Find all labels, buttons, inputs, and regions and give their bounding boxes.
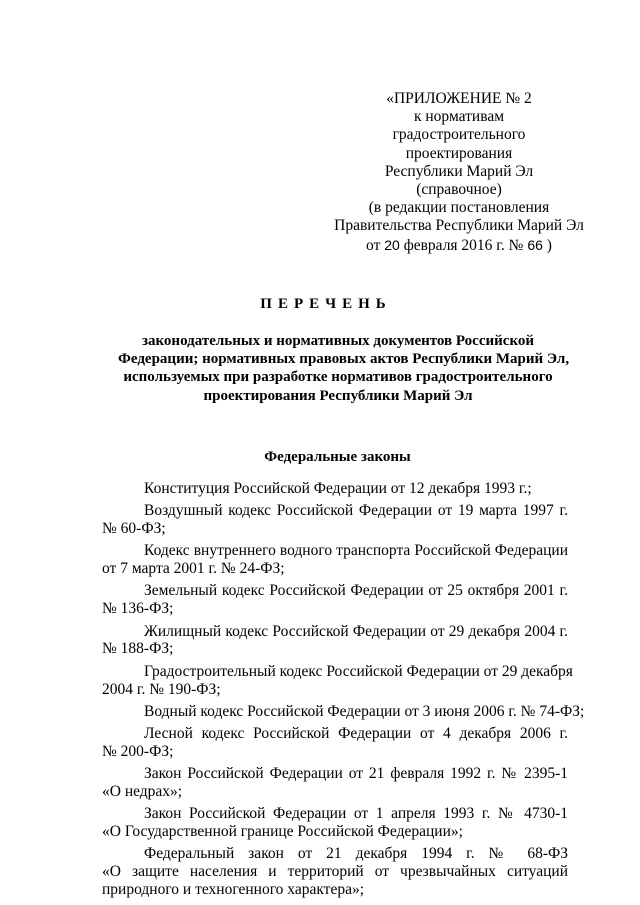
appendix-header [318,90,600,255]
subtitle-line: законодательных и нормативных документов Российской [141,333,535,349]
law-text-line: № 188-ФЗ; [102,640,174,658]
law-text-line: от 7 марта 2001 г. № 24-ФЗ; [102,560,285,578]
section-heading: Федеральные законы [264,449,411,465]
law-text-line: Закон Российской Федерации от 21 февраля 1992 г. № 2395-1 [144,765,568,783]
law-item [102,702,585,721]
law-text-line: Кодекс внутреннего водного транспорта Российской Федерации [144,542,568,560]
law-text-line: Конституция Российской Федерации от 12 декабря 1993 г.; [144,480,532,497]
law-item [102,765,568,801]
laws-list [102,480,585,903]
law-text-line: № 200-ФЗ; [102,742,174,760]
document-subtitle [118,332,570,405]
appendix-line: градостроительного [392,126,526,144]
law-text-line: «О защите населения и территорий от чрезвычайных ситуаций [102,863,568,881]
subtitle-line: используемых при разработке нормативов градостроительного [123,369,553,386]
law-item [102,725,568,761]
law-text-line: № 60-ФЗ; [102,520,166,538]
appendix-line: Правительства Республики Марий Эл [334,217,584,235]
law-item [102,805,568,841]
law-text-line: № 136-ФЗ; [102,600,174,618]
law-item [102,502,568,538]
law-text-line: Жилищный кодекс Российской Федерации от 29 декабря 2004 г. [144,622,568,640]
resolution-date-line [318,236,600,255]
law-item [102,623,568,659]
law-text-line: Земельный кодекс Российской Федерации от 25 октября 2001 г. [144,582,568,600]
law-text-line: Лесной кодекс Российской Федерации от 4 декабря 2006 г. [144,724,568,742]
law-item [102,480,568,498]
law-text-line: Федеральный закон от 21 декабря 1994 г. № 68-ФЗ [144,845,568,863]
appendix-line: Республики Марий Эл [384,162,534,180]
law-text-line: природного и техногенного характера»; [102,881,365,899]
subtitle-line: Федерации; нормативных правовых актов Республики Марий Эл, [118,351,570,368]
law-text-line: Градостроительный кодекс Российской Федерации от 29 декабря [144,662,573,680]
appendix-line: (в редакции постановления [368,199,550,217]
appendix-line: проектирования [405,144,513,162]
law-item [102,662,573,699]
appendix-line: к нормативам [413,108,505,126]
law-text-line: 2004 г. № 190-ФЗ; [102,680,221,698]
resolution-number: 66 [527,236,543,253]
law-text-line: Воздушный кодекс Российской Федерации от 19 марта 1997 г. [144,502,568,520]
law-text-line: «О Государственной границе Российской Федерации»; [102,823,463,841]
date-middle: февраля 2016 г. № [399,236,528,254]
subtitle-line: проектирования Республики Марий Эл [203,387,473,404]
date-prefix: от [366,236,385,254]
date-suffix: ) [542,236,552,254]
document-title: ПЕРЕЧЕНЬ [260,296,392,312]
law-text-line: Закон Российской Федерации от 1 апреля 1993 г. № 4730-1 [144,805,568,823]
appendix-line: (справочное) [416,181,502,199]
law-text-line: Водный кодекс Российской Федерации от 3 июня 2006 г. № 74-ФЗ; [144,702,585,720]
law-item [102,542,568,578]
law-item [102,582,568,618]
law-text-line: «О недрах»; [102,782,183,800]
law-item [102,845,568,899]
date-day: 20 [384,236,400,253]
appendix-line: «ПРИЛОЖЕНИЕ № 2 [386,90,532,107]
